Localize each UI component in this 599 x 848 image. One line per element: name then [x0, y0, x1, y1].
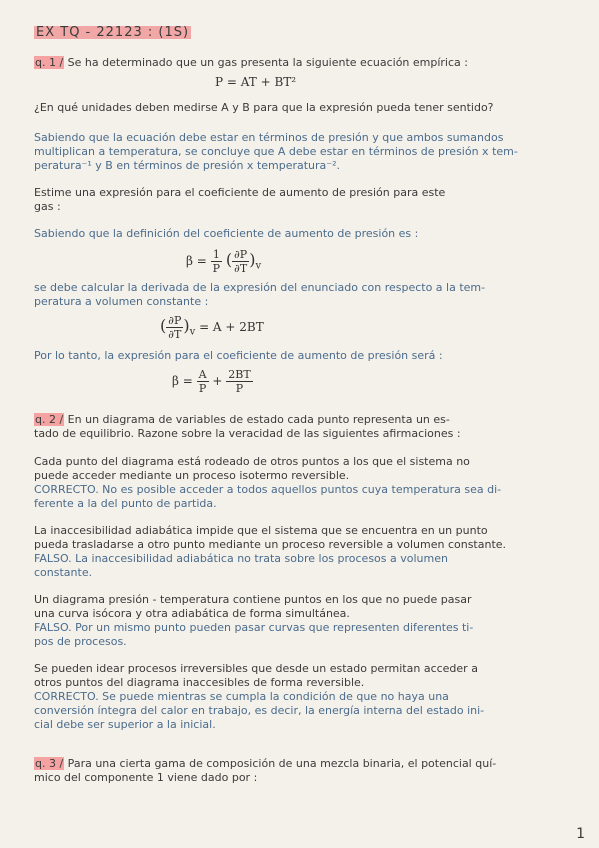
- coef-num: 1: [212, 248, 220, 261]
- q1-derive-1: se debe calcular la derivada de la expresión del enunciado con respecto a la tem-: [34, 281, 486, 294]
- q1-sub-intro: Sabiendo que la definición del coeficiente de aumento de presión es :: [34, 227, 419, 240]
- q2-s2-answer-1: FALSO. La inaccesibilidad adiabática no trata sobre los procesos a volumen: [34, 552, 448, 565]
- q2-s3-2: una curva isócora y otra adiabática de forma simultánea.: [34, 607, 350, 620]
- q2-s4-1: Se pueden idear procesos irreversibles que desde un estado permitan acceder a: [34, 662, 478, 675]
- q1-question: ¿En qué unidades deben medirse A y B para que la expresión pueda tener sentido?: [34, 101, 494, 114]
- page-number: 1: [576, 826, 585, 842]
- q1-subquestion-2: gas :: [34, 200, 61, 213]
- open-paren: (: [225, 250, 233, 269]
- q2-s4-2: otros puntos del diagrama inaccesibles de forma reversible.: [34, 676, 365, 689]
- q1-conclusion: Por lo tanto, la expresión para el coeficiente de aumento de presión será :: [34, 349, 443, 362]
- q3-intro-2: mico del componente 1 viene dado por :: [34, 771, 258, 784]
- coef-fraction: [211, 248, 222, 275]
- q2-s4-answer-2: conversión íntegra del calor en trabajo, es decir, la energía interna del estado ini-: [34, 704, 485, 717]
- deriv-den: ∂T: [234, 262, 248, 275]
- q2-label: q. 2 /: [35, 413, 64, 426]
- open-paren-2: (: [160, 316, 167, 335]
- q1-intro-text: Se ha determinado que un gas presenta la siguiente ecuación empírica :: [64, 56, 468, 69]
- coef-den: P: [212, 262, 221, 275]
- q1-intro: [34, 56, 575, 69]
- result-sub: v: [189, 326, 196, 338]
- q1-label: q. 1 /: [35, 56, 64, 69]
- final-b-fraction: [226, 368, 252, 395]
- final-a-num: A: [198, 368, 207, 381]
- deriv-num: ∂P: [234, 248, 248, 261]
- q2-s3-1: Un diagrama presión - temperatura contiene puntos en los que no puede pasar: [34, 593, 472, 606]
- q1-subquestion-1: Estime una expresión para el coeficiente de aumento de presión para este: [34, 186, 446, 199]
- final-expression: [172, 368, 253, 395]
- q1-answer-2: multiplican a temperatura, se concluye que A debe estar en términos de presión x tem-: [34, 145, 518, 158]
- derivative-result: [160, 314, 264, 341]
- q2-intro-1: [34, 413, 575, 426]
- q1-derive-2: peratura a volumen constante :: [34, 295, 209, 308]
- beta-lhs: β =: [186, 254, 211, 268]
- q2-s4-answer-1: CORRECTO. Se puede mientras se cumpla la condición de que no haya una: [34, 690, 449, 703]
- q2-s1-1: Cada punto del diagrama está rodeado de otros puntos a los que el sistema no: [34, 455, 470, 468]
- q2-s1-answer-1: CORRECTO. No es posible acceder a todos aquellos puntos cuya temperatura sea di-: [34, 483, 502, 496]
- q2-s2-2: pueda trasladarse a otro punto mediante un proceso reversible a volumen constante.: [34, 538, 507, 551]
- final-b-num: 2BT: [228, 368, 251, 381]
- q2-s2-answer-2: constante.: [34, 566, 93, 579]
- q2-s3-answer-2: pos de procesos.: [34, 635, 127, 648]
- deriv-sub: v: [255, 260, 262, 272]
- final-a-den: P: [198, 382, 207, 395]
- close-paren: ): [249, 250, 256, 269]
- q3-intro-text-1: Para una cierta gama de composición de una mezcla binaria, el potencial quí-: [64, 757, 497, 770]
- q2-intro-2: tado de equilibrio. Razone sobre la veracidad de las siguientes afirmaciones :: [34, 427, 461, 440]
- q3-label: q. 3 /: [35, 757, 64, 770]
- q1-answer-1: Sabiendo que la ecuación debe estar en términos de presión y que ambos sumandos: [34, 131, 504, 144]
- result-den: ∂T: [168, 328, 182, 341]
- exam-header: [34, 26, 575, 39]
- q2-s1-answer-2: ferente a la del punto de partida.: [34, 497, 217, 510]
- q2-s2-1: La inaccesibilidad adiabática impide que el sistema que se encuentra en un punto: [34, 524, 488, 537]
- q2-s3-answer-1: FALSO. Por un mismo punto pueden pasar curvas que representen diferentes ti-: [34, 621, 474, 634]
- q1-answer-3: peratura⁻¹ y B en términos de presión x temperatura⁻².: [34, 159, 341, 172]
- beta-definition: [186, 248, 261, 275]
- result-fraction: [166, 314, 183, 341]
- q3-intro-1: [34, 757, 575, 770]
- final-lhs: β =: [172, 374, 197, 388]
- q1-equation: P = AT + BT²: [215, 75, 297, 89]
- q2-s1-2: puede acceder mediante un proceso isotermo reversible.: [34, 469, 350, 482]
- result-num: ∂P: [168, 314, 182, 327]
- exam-title: EX TQ - 22123 : (1S): [36, 26, 190, 39]
- deriv-fraction: [232, 248, 249, 275]
- close-paren-2: ): [183, 316, 190, 335]
- final-a-fraction: [197, 368, 209, 395]
- result-rhs: = A + 2BT: [195, 320, 264, 334]
- final-plus: +: [212, 374, 227, 388]
- q2-intro-text-1: En un diagrama de variables de estado cada punto representa un es-: [64, 413, 450, 426]
- final-b-den: P: [235, 382, 244, 395]
- q2-s4-answer-3: cial debe ser superior a la inicial.: [34, 718, 216, 731]
